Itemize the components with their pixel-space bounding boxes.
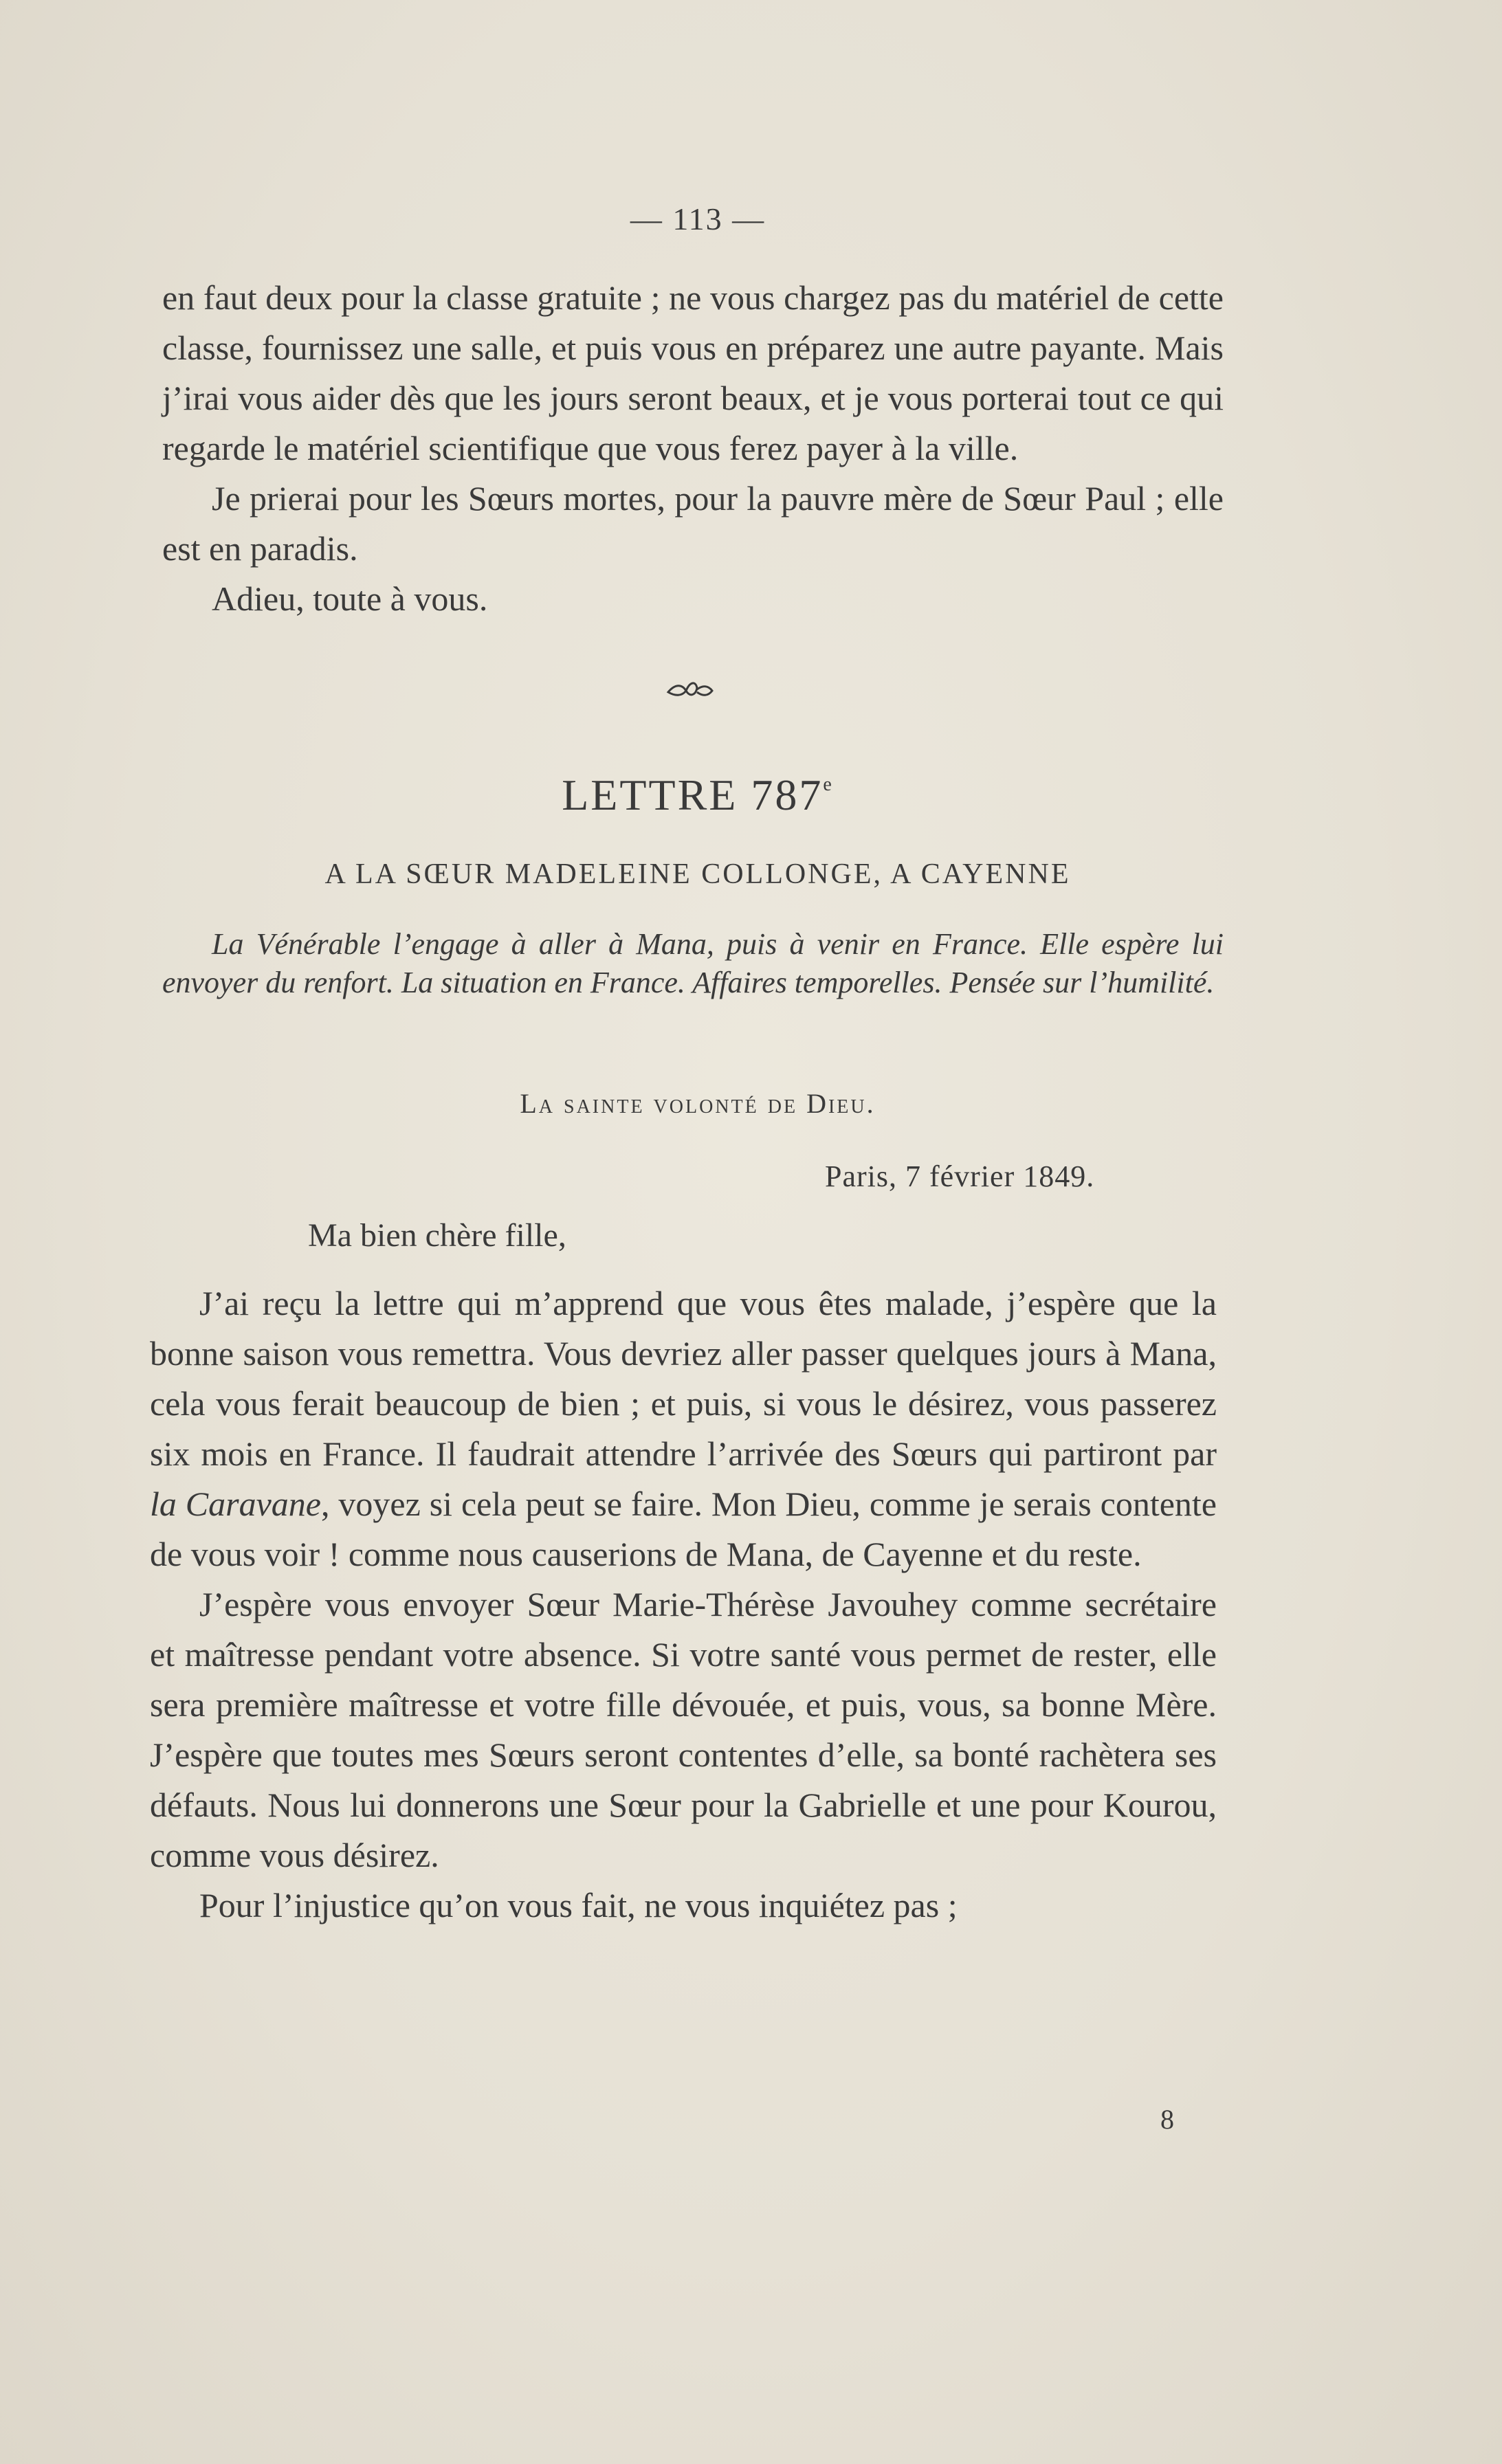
letter-salutation: Ma bien chère fille, (308, 1217, 566, 1254)
letter-body (150, 1278, 1217, 1931)
letter-dateline: Paris, 7 février 1849. (825, 1159, 1095, 1193)
summary-text: La Vénérable l’engage à aller à Mana, puis à venir en France. Elle espère lui envoyer du renfort. La situation en France. Affaires temporelles. Pensée sur l’humilité. (162, 927, 1224, 999)
fleuron-ornament-icon (665, 677, 715, 704)
intro-paragraph: en faut deux pour la classe gratuite ; ne vous chargez pas du matériel de cette classe, fournissez une salle, et puis vous en préparez une autre payante. Mais j’irai vous aider dès que les jours seront beaux, et je vous porterai tout ce qui regarde le matériel scientifique que vous ferez payer à la ville. (162, 278, 1224, 467)
body-paragraph-text: J’ai reçu la lettre qui m’apprend que vous êtes malade, j’espère que la bonne saison vous remettra. Vous devriez aller passer quelques jours à Mana, cela vous ferait beaucoup de bien ; et puis, si vous le désirez, vous passerez six mois en France. Il faudrait attendre l’arrivée des Sœurs qui partiront par (150, 1284, 1217, 1473)
body-paragraph: Pour l’injustice qu’on vous fait, ne vous inquiétez pas ; (199, 1886, 958, 1924)
letter-motto: La sainte volonté de Dieu. (520, 1088, 876, 1119)
letter-addressee: A LA SŒUR MADELEINE COLLONGE, A CAYENNE (324, 858, 1071, 890)
letter-title-superscript: e (823, 774, 834, 795)
body-paragraph (150, 1278, 1217, 1579)
page-number: — 113 — (630, 201, 766, 236)
body-paragraph: J’espère vous envoyer Sœur Marie-Thérèse Javouhey comme secrétaire et maîtresse pendant votre absence. Si votre santé vous permet de rester, elle sera première maîtresse et votre fille dévouée, et puis, vous, sa bonne Mère. J’espère que toutes mes Sœurs seront contentes d’elle, sa bonté rachètera ses défauts. Nous lui donnerons une Sœur pour la Gabrielle et une pour Kourou, comme vous désirez. (150, 1585, 1217, 1874)
letter-summary (162, 925, 1224, 1002)
signature-mark: 8 (1160, 2104, 1174, 2135)
letter-title-text: LETTRE 787 (562, 770, 824, 819)
intro-paragraph: Je prierai pour les Sœurs mortes, pour la pauvre mère de Sœur Paul ; elle est en paradis. (162, 479, 1224, 568)
body-paragraph-text: , voyez si cela peut se faire. Mon Dieu, comme je serais contente de vous voir ! comme nous causerions de Mana, de Cayenne et du reste. (150, 1485, 1217, 1573)
intro-paragraph: Adieu, toute à vous. (212, 579, 488, 618)
intro-text (162, 273, 1224, 624)
letter-title (0, 770, 1395, 821)
ship-name: la Caravane (150, 1485, 321, 1523)
